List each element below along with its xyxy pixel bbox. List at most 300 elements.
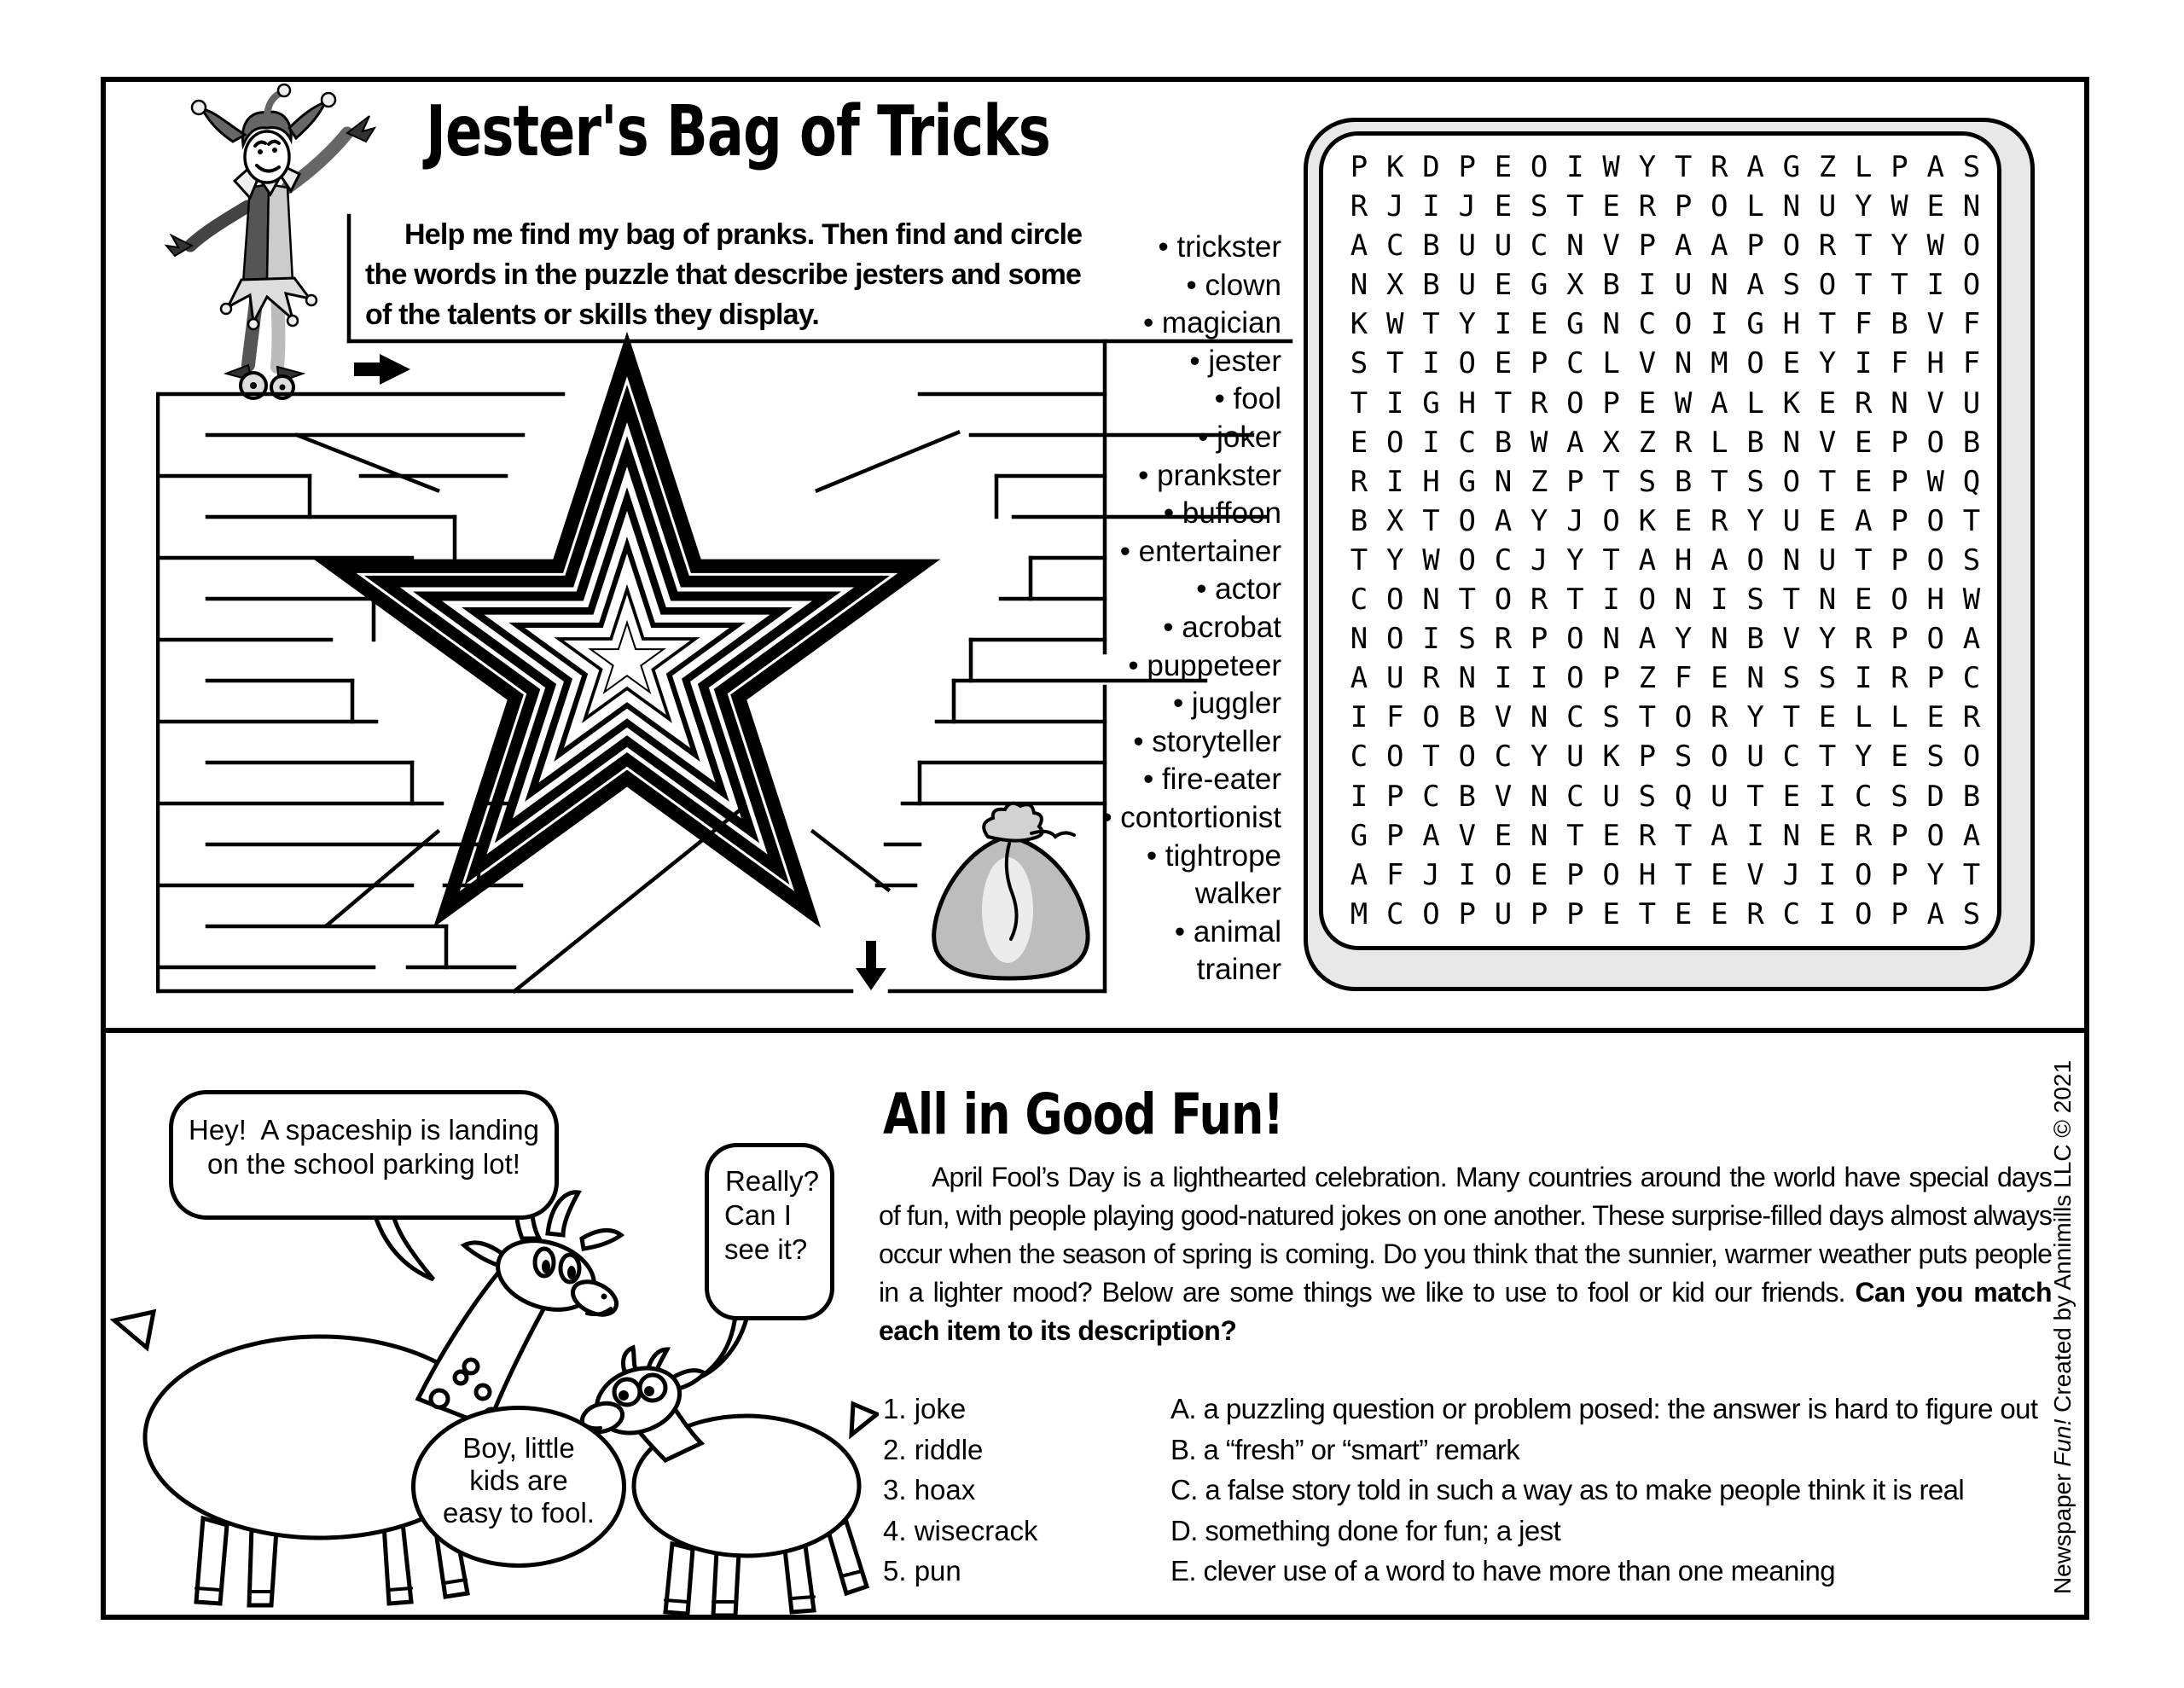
grid-letter: O [1422,896,1440,931]
match-item-list [883,1389,1038,1592]
grid-letter: L [1855,700,1873,735]
grid-letter: X [1385,268,1404,303]
speech-bubble-spaceship [169,1090,559,1220]
grid-letter: I [1422,425,1440,460]
grid-letter: D [1422,150,1440,184]
grid-letter: X [1602,425,1620,460]
grid-letter: T [1458,583,1476,618]
grid-letter: P [1385,779,1404,814]
grid-letter: U [1674,268,1693,303]
grid-letter: O [1385,425,1404,460]
grid-letter: B [1494,425,1513,460]
grid-letter: P [1602,661,1620,696]
speech-bubble-tail [374,1211,433,1279]
grid-letter: S [1891,779,1908,814]
match-description: A. a puzzling question or problem posed: the answer is hard to figure out [1170,1393,2038,1424]
grid-letter: I [1385,386,1404,421]
grid-letter: U [1494,229,1513,264]
grid-letter: N [1530,818,1548,853]
grid-letter: J [1782,857,1801,892]
grid-letter: P [1891,503,1908,538]
thought-cloud-line: easy to fool. [443,1497,595,1528]
section-divider [101,1028,2089,1033]
grid-letter: R [1350,189,1368,224]
grid-letter: T [1638,896,1657,931]
grid-letter: H [1422,464,1440,499]
match-description: B. a “fresh” or “smart” remark [1170,1433,1520,1465]
thought-cloud-line: Boy, little [462,1432,575,1464]
maze-entry-arrow-icon [354,354,410,385]
grid-letter: N [1422,583,1440,618]
grid-letter: T [1422,740,1440,774]
grid-letter: T [1674,857,1693,892]
grid-letter: T [1422,307,1440,342]
grid-letter: R [1638,189,1657,224]
grid-letter: C [1385,229,1404,264]
grid-letter: T [1818,464,1837,499]
grid-letter: W [1674,386,1693,421]
grid-letter: T [1602,464,1620,499]
grid-letter: H [1782,307,1801,342]
grid-letter: P [1891,857,1908,892]
grid-letter: P [1530,896,1548,931]
grid-letter: E [1926,700,1944,735]
grid-letter: T [1855,229,1873,264]
grid-row [1341,346,1989,380]
grid-letter: P [1638,740,1657,774]
grid-letter: U [1962,386,1981,421]
grid-letter: K [1638,503,1657,538]
grid-letter: A [1711,386,1728,421]
grid-letter: W [1962,583,1981,618]
grid-letter: C [1385,896,1404,931]
word-list-item: • joker [1198,420,1281,454]
grid-letter: C [1782,896,1801,931]
grid-letter: V [1458,818,1476,853]
grid-row [1341,268,1989,302]
grid-letter: S [1638,464,1657,499]
word-list-item: • jester [1189,344,1281,378]
grid-letter: E [1602,818,1620,853]
grid-letter: T [1422,503,1440,538]
grid-row [1341,819,1989,853]
grid-letter: O [1711,189,1728,224]
grid-letter: K [1385,150,1404,184]
grid-letter: N [1711,622,1728,657]
grid-letter: S [1962,150,1981,184]
grid-letter: A [1711,229,1728,264]
grid-letter: Y [1566,542,1584,577]
speech-bubble-line: Hey! A spaceship is landing [189,1114,539,1146]
grid-letter: Z [1818,150,1837,184]
grid-letter: O [1494,857,1513,892]
grid-letter: N [1494,464,1513,499]
grid-letter: B [1458,700,1476,735]
grid-letter: N [1891,386,1908,421]
grid-letter: E [1674,896,1693,931]
grid-letter: L [1746,386,1764,421]
grid-letter: I [1422,622,1440,657]
grid-letter: O [1385,622,1404,657]
grid-letter: O [1782,229,1801,264]
word-list-item: • acrobat [1163,610,1281,644]
match-item: 5. pun [883,1555,961,1586]
grid-letter: A [1746,268,1764,303]
grid-letter: C [1855,779,1873,814]
grid-row [1341,622,1989,656]
grid-letter: Y [1926,857,1944,892]
grid-letter: I [1818,896,1837,931]
grid-letter: S [1782,661,1801,696]
grid-letter: K [1602,740,1620,774]
grid-letter: N [1458,661,1476,696]
grid-letter: S [1458,622,1476,657]
grid-letter: S [1602,700,1620,735]
grid-letter: Y [1746,700,1764,735]
grid-letter: C [1422,779,1440,814]
grid-letter: Y [1818,622,1837,657]
grid-letter: N [1602,307,1620,342]
word-list-item: • clown [1186,268,1281,302]
grid-letter: I [1746,818,1764,853]
grid-row [1341,504,1989,538]
grid-letter: A [1494,503,1513,538]
grid-letter: S [1746,464,1764,499]
grid-letter: J [1385,189,1404,224]
grid-row [1341,780,1989,814]
word-list-item: trainer [1196,953,1281,987]
grid-letter: C [1350,583,1368,618]
grid-row [1341,426,1989,460]
grid-letter: B [1602,268,1620,303]
grid-letter: R [1962,700,1981,735]
grid-letter: W [1926,229,1944,264]
grid-letter: R [1638,818,1657,853]
grid-letter: O [1566,622,1584,657]
grid-letter: R [1746,896,1764,931]
grid-letter: T [1385,346,1404,381]
grid-letter: T [1782,700,1801,735]
grid-letter: U [1385,661,1404,696]
grid-letter: I [1530,661,1548,696]
grid-row [1341,150,1989,184]
grid-letter: A [1962,622,1981,657]
grid-letter: S [1350,346,1368,381]
thought-cloud-line: kids are [469,1465,568,1496]
grid-letter: R [1711,503,1728,538]
word-search-grid [1341,150,1989,931]
grid-letter: O [1746,542,1764,577]
grid-row [1341,858,1989,892]
grid-letter: P [1746,229,1764,264]
thought-cloud [411,1406,626,1568]
grid-row [1341,229,1989,263]
grid-letter: S [1962,896,1981,931]
grid-letter: G [1458,464,1476,499]
match-item: 1. joke [883,1393,967,1424]
instructions-line: the words in the puzzle that describe jesters and some [365,258,1082,291]
grid-letter: A [1350,229,1368,264]
grid-letter: J [1422,857,1440,892]
grid-letter: A [1638,622,1657,657]
grid-letter: F [1962,307,1981,342]
grid-letter: I [1350,700,1368,735]
grid-row [1341,700,1989,734]
grid-letter: B [1962,779,1981,814]
grid-letter: C [1566,779,1584,814]
grid-letter: E [1855,583,1873,618]
grid-letter: O [1458,542,1476,577]
grid-letter: G [1350,818,1368,853]
grid-letter: A [1674,229,1693,264]
grid-letter: N [1350,268,1368,303]
grid-letter: X [1566,268,1584,303]
grid-letter: P [1458,896,1476,931]
grid-letter: B [1962,425,1981,460]
speech-bubble-line: Can I [724,1199,792,1231]
grid-row [1341,189,1989,223]
match-description: D. something done for fun; a jest [1170,1514,1561,1546]
grid-letter: O [1458,503,1476,538]
grid-letter: S [1674,740,1693,774]
grid-letter: I [1855,346,1873,381]
match-item: 2. riddle [883,1433,984,1465]
grid-letter: B [1891,307,1908,342]
speech-bubble-line: see it? [724,1233,808,1265]
grid-letter: G [1530,268,1548,303]
grid-letter: A [1926,896,1944,931]
grid-letter: E [1530,857,1548,892]
word-list-item: • juggler [1172,687,1281,721]
word-list-item: • entertainer [1119,534,1281,568]
grid-letter: E [1818,700,1837,735]
grid-letter: O [1926,503,1944,538]
grid-letter: R [1350,464,1368,499]
grid-letter: O [1422,700,1440,735]
grid-letter: A [1711,542,1728,577]
grid-row [1341,307,1989,341]
grid-letter: N [1782,818,1801,853]
grid-letter: A [1855,503,1873,538]
grid-letter: Y [1855,740,1873,774]
grid-letter: E [1855,464,1873,499]
grid-letter: O [1674,307,1693,342]
speech-bubble-tail [701,1315,747,1377]
grid-letter: S [1818,661,1837,696]
grid-letter: N [1530,779,1548,814]
grid-letter: O [1926,542,1944,577]
grid-letter: R [1855,818,1873,853]
grid-letter: I [1566,150,1584,184]
grid-letter: B [1350,503,1368,538]
grid-letter: A [1566,425,1584,460]
grid-letter: T [1962,857,1981,892]
grid-letter: F [1385,857,1404,892]
grid-letter: B [1422,229,1440,264]
match-item: 4. wisecrack [883,1514,1038,1546]
grid-letter: Y [1385,542,1404,577]
grid-letter: T [1602,542,1620,577]
grid-letter: U [1782,503,1801,538]
word-list-item: walker [1194,877,1281,911]
grid-letter: M [1350,896,1368,931]
grid-letter: B [1422,268,1440,303]
grid-letter: A [1350,661,1368,696]
grid-row [1341,897,1989,931]
grid-letter: E [1891,740,1908,774]
grid-letter: T [1782,583,1801,618]
grid-letter: E [1602,896,1620,931]
grid-letter: O [1818,268,1837,303]
grid-letter: P [1638,229,1657,264]
grid-letter: A [1638,542,1657,577]
grid-letter: Y [1891,229,1908,264]
grid-letter: T [1638,700,1657,735]
grid-letter: U [1818,542,1837,577]
grid-letter: O [1926,425,1944,460]
grid-letter: O [1962,229,1981,264]
grid-letter: A [1746,150,1764,184]
grid-letter: S [1926,740,1944,774]
grid-letter: F [1674,661,1693,696]
grid-letter: O [1926,818,1944,853]
grid-letter: N [1818,583,1837,618]
grid-letter: I [1422,346,1440,381]
grid-letter: G [1422,386,1440,421]
grid-letter: P [1566,896,1584,931]
grid-letter: C [1566,700,1584,735]
credit-text: Newspaper [2049,1466,2076,1595]
grid-letter: O [1891,583,1908,618]
grid-letter: R [1530,386,1548,421]
grid-letter: N [1350,622,1368,657]
grid-letter: Q [1962,464,1981,499]
grid-letter: S [1746,583,1764,618]
grid-letter: C [1782,740,1801,774]
grid-row [1341,661,1989,695]
grid-letter: L [1602,346,1620,381]
match-item: 3. hoax [883,1474,976,1505]
grid-letter: R [1855,386,1873,421]
grid-letter: E [1818,503,1837,538]
grid-letter: J [1566,503,1584,538]
grid-letter: O [1385,583,1404,618]
grid-letter: O [1746,346,1764,381]
grid-letter: A [1962,818,1981,853]
grid-letter: Y [1818,346,1837,381]
grid-letter: W [1602,150,1620,184]
grid-letter: H [1458,386,1476,421]
grid-letter: O [1458,740,1476,774]
grid-letter: E [1782,346,1801,381]
grid-letter: Y [1530,503,1548,538]
grid-letter: E [1855,425,1873,460]
grid-letter: T [1855,542,1873,577]
grid-letter: C [1458,425,1476,460]
grid-letter: P [1602,386,1620,421]
grid-letter: G [1782,150,1801,184]
grid-letter: P [1891,464,1908,499]
page-title: Jester's Bag of Tricks [426,91,1050,173]
grid-letter: E [1494,818,1513,853]
grid-letter: R [1855,622,1873,657]
grid-letter: N [1674,346,1693,381]
grid-letter: O [1385,740,1404,774]
grid-letter: R [1530,583,1548,618]
grid-letter: E [1674,503,1693,538]
word-list-item: • fire-eater [1142,763,1281,797]
speech-bubble-line: Really? [724,1165,820,1197]
word-list-item: • fool [1214,382,1281,416]
grid-letter: R [1674,425,1693,460]
paragraph-question: Can you match each item to its description? [879,1277,2053,1346]
grid-letter: N [1746,661,1764,696]
grid-letter: C [1962,661,1981,696]
grid-letter: T [1746,779,1764,814]
grid-letter: P [1530,346,1548,381]
grid-letter: P [1530,622,1548,657]
grid-letter: C [1638,307,1657,342]
grid-letter: T [1350,386,1368,421]
grid-letter: E [1494,189,1513,224]
grid-letter: V [1782,622,1801,657]
grid-letter: I [1855,661,1873,696]
grid-letter: F [1385,700,1404,735]
copyright-credit [2049,1046,2080,1609]
paragraph-text: April Fool’s Day is a lighthearted celebration. Many countries around the world have special days of fun, with people playing good-natured jokes on one another. These surprise-filled days almost always occur when the season of spring is coming. Do you think that the sunnier, warmer weather puts people in a lighter mood? Below are some things we like to use to fool or kid our friends. [879,1162,2052,1308]
thought-trail-circle [431,1390,448,1407]
grid-letter: V [1746,857,1764,892]
instructions-line: of the talents or skills they display. [365,299,820,331]
word-list-item: • prankster [1138,458,1281,492]
grid-letter: E [1711,896,1728,931]
grid-letter: L [1891,700,1908,735]
grid-letter: Z [1530,464,1548,499]
credit-text: Created by Annimills LLC © 2021 [2049,1059,2076,1419]
grid-letter: W [1530,425,1548,460]
grid-letter: Y [1458,307,1476,342]
word-list-item: • puppeteer [1128,648,1281,682]
grid-letter: U [1458,268,1476,303]
section-title: All in Good Fun! [883,1082,1284,1147]
grid-row [1341,740,1989,774]
grid-letter: N [1782,189,1801,224]
grid-letter: Y [1674,622,1693,657]
grid-letter: T [1566,189,1584,224]
grid-letter: P [1566,857,1584,892]
grid-letter: I [1638,268,1657,303]
grid-letter: F [1855,307,1873,342]
grid-letter: A [1422,818,1440,853]
grid-letter: E [1926,189,1944,224]
grid-letter: E [1782,779,1801,814]
grid-letter: X [1385,503,1404,538]
grid-letter: E [1711,857,1728,892]
grid-letter: L [1746,189,1764,224]
grid-letter: O [1602,857,1620,892]
grid-letter: T [1350,542,1368,577]
grid-row [1341,543,1989,577]
word-list-item: • tightrope [1146,838,1281,873]
grid-letter: W [1926,464,1944,499]
thought-trail-circle [455,1372,467,1383]
grid-letter: E [1602,189,1620,224]
grid-letter: T [1494,386,1513,421]
grid-letter: U [1494,896,1513,931]
grid-letter: H [1638,857,1657,892]
grid-letter: O [1674,700,1693,735]
word-list-item: • trickster [1158,230,1281,264]
